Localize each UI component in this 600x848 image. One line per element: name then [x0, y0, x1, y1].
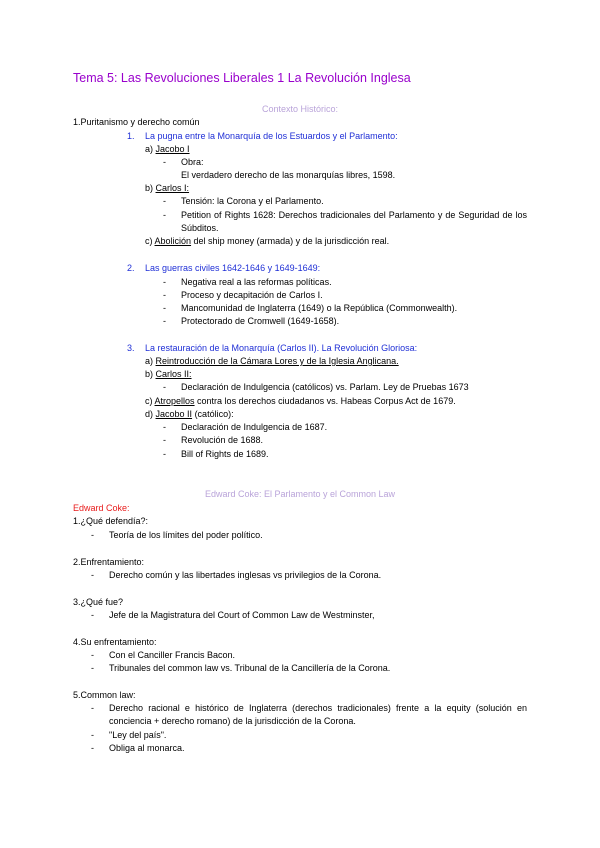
bullet-dash [91, 729, 94, 742]
bullet-dash [91, 529, 94, 542]
sub1-a-bullet: Obra: [181, 157, 204, 167]
sub3-a-name: Reintroducción de la Cámara Lores y de la Iglesia Anglicana. [155, 356, 399, 366]
sub2-bullet-3: Mancomunidad de Inglaterra (1649) o la República (Commonwealth). [181, 303, 458, 313]
q5-bullet-1: Derecho racional e histórico de Inglaterra (derechos tradicionales) frente a la equity (solución en conciencia + derecho romano) de la jurisdicción de la Corona. [109, 703, 527, 726]
bullet-dash [163, 434, 166, 447]
bullet-dash [91, 569, 94, 582]
sub3-d-name: Jacobo II [155, 409, 193, 419]
sub1-a-bullet-cont: El verdadero derecho de las monarquías libres, 1598. [181, 170, 396, 180]
sub1-b-name: Carlos I: [155, 183, 190, 193]
sub3-d [145, 408, 234, 421]
sub1-title: La pugna entre la Monarquía de los Estuardos y el Parlamento: [145, 131, 398, 141]
page-title: Tema 5: Las Revoluciones Liberales 1 La Revolución Inglesa [73, 71, 411, 85]
sub2-bullet-2: Proceso y decapitación de Carlos I. [181, 290, 323, 300]
sub1-c-rest: del ship money (armada) y de la jurisdicción real. [191, 236, 390, 246]
q3-title: 3.¿Qué fue? [73, 597, 124, 607]
section-heading-context: Contexto Histórico: [261, 104, 339, 114]
bullet-dash [91, 742, 94, 755]
bullet-dash [163, 448, 166, 461]
sub3-a [145, 355, 399, 368]
q3-bullet-1: Jefe de la Magistratura del Court of Common Law de Westminster, [109, 610, 375, 620]
prefix: b) [145, 183, 154, 193]
sub3-b-name: Carlos II: [155, 369, 192, 379]
q5-title: 5.Common law: [73, 690, 136, 700]
section-heading-coke: Edward Coke: El Parlamento y el Common Law [204, 489, 396, 499]
sub2-number: 2. [127, 263, 135, 273]
bullet-dash [163, 381, 166, 394]
sub2-bullet-4: Protectorado de Cromwell (1649-1658). [181, 316, 340, 326]
q5-bullet-2: "Ley del país". [109, 730, 167, 740]
sub1-b-bullet-2: Petition of Rights 1628: Derechos tradicionales del Parlamento y de Seguridad de los Súbditos. [181, 210, 527, 233]
q2-title: 2.Enfrentamiento: [73, 557, 145, 567]
bullet-dash [91, 609, 94, 622]
sub3-d-bullet-3: Bill of Rights de 1689. [181, 449, 269, 459]
sub3-d-bullet-2: Revolución de 1688. [181, 435, 264, 445]
q4-bullet-1: Con el Canciller Francis Bacon. [109, 650, 236, 660]
sub3-d-rest: (católico): [192, 409, 234, 419]
bullet-dash [163, 421, 166, 434]
prefix: c) [145, 236, 153, 246]
sub2-title: Las guerras civiles 1642-1646 y 1649-1649: [145, 263, 321, 273]
prefix: a) [145, 356, 154, 366]
sub1-b [145, 182, 189, 195]
bullet-dash [163, 276, 166, 289]
sub1-b-bullet-1: Tensión: la Corona y el Parlamento. [181, 196, 324, 206]
sub2-bullet-1: Negativa real a las reformas políticas. [181, 277, 332, 287]
sub1-a-name: Jacobo I [155, 144, 190, 154]
sub3-c [145, 395, 456, 408]
item-puritanismo: 1.Puritanismo y derecho común [73, 117, 200, 127]
q4-title: 4.Su enfrentamiento: [73, 637, 157, 647]
q2-bullet-1: Derecho común y las libertades inglesas vs privilegios de la Corona. [109, 570, 382, 580]
q4-bullet-2: Tribunales del common law vs. Tribunal de la Cancillería de la Corona. [109, 663, 391, 673]
sub3-title: La restauración de la Monarquía (Carlos II). La Revolución Gloriosa: [145, 343, 418, 353]
sub3-c-name: Atropellos [154, 396, 195, 406]
coke-name: Edward Coke: [73, 503, 130, 513]
sub3-d-bullet-1: Declaración de Indulgencia de 1687. [181, 422, 328, 432]
sub1-c [145, 235, 389, 248]
bullet-dash [163, 289, 166, 302]
bullet-dash [163, 209, 166, 222]
bullet-dash [163, 195, 166, 208]
sub1-c-name: Abolición [154, 236, 192, 246]
sub3-b [145, 368, 192, 381]
bullet-dash [91, 702, 94, 715]
prefix: b) [145, 369, 154, 379]
q5-bullet-3: Obliga al monarca. [109, 743, 185, 753]
sub3-number: 3. [127, 343, 135, 353]
bullet-dash [163, 315, 166, 328]
prefix: a) [145, 144, 154, 154]
sub1-a [145, 143, 190, 156]
q1-bullet-1: Teoría de los límites del poder político. [109, 530, 263, 540]
sub3-b-bullet: Declaración de Indulgencia (católicos) vs. Parlam. Ley de Pruebas 1673 [181, 382, 469, 392]
sub3-c-rest: contra los derechos ciudadanos vs. Habeas Corpus Act de 1679. [194, 396, 456, 406]
q1-title: 1.¿Qué defendía?: [73, 516, 149, 526]
bullet-dash [163, 302, 166, 315]
prefix: d) [145, 409, 154, 419]
bullet-dash [163, 156, 166, 169]
bullet-dash [91, 662, 94, 675]
prefix: c) [145, 396, 153, 406]
sub1-number: 1. [127, 131, 135, 141]
bullet-dash [91, 649, 94, 662]
